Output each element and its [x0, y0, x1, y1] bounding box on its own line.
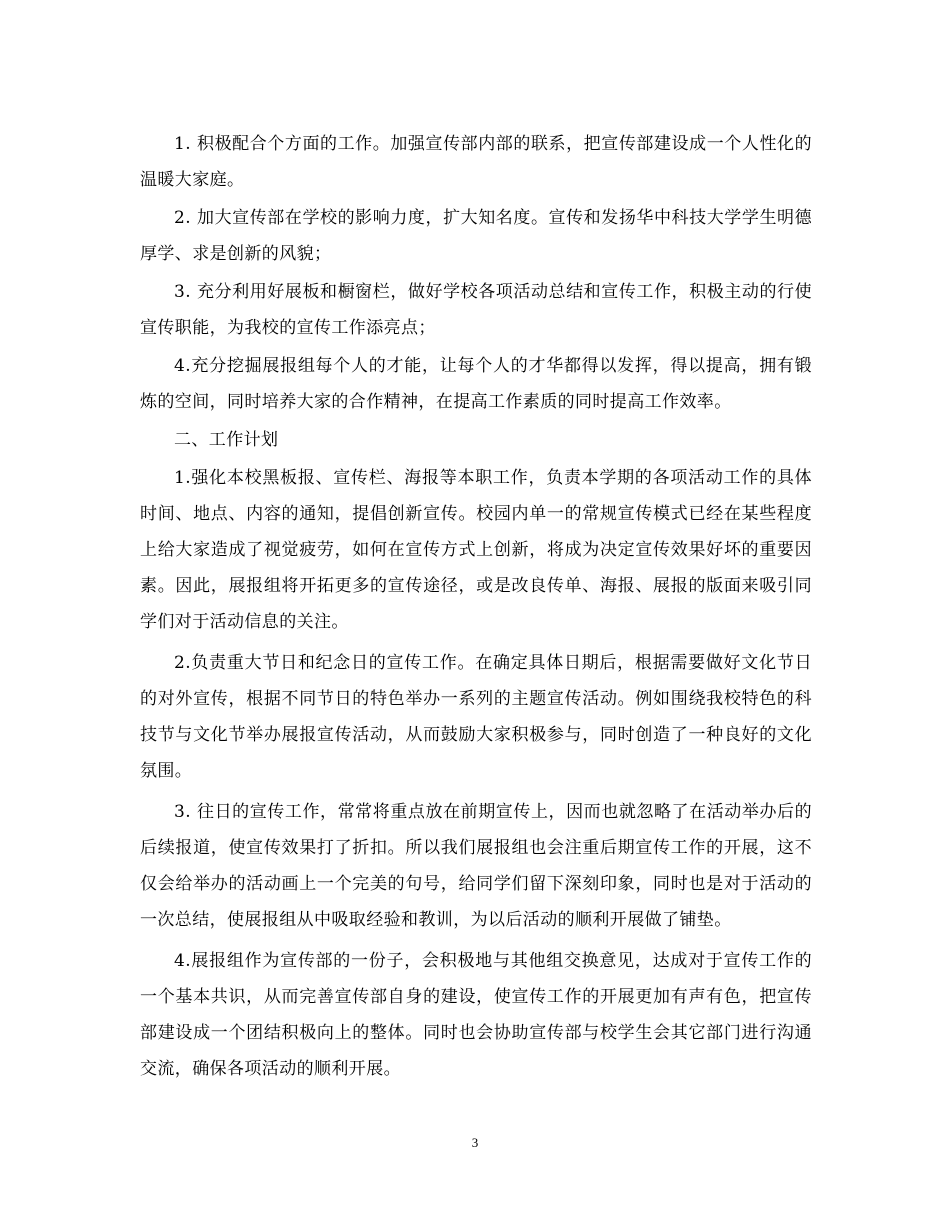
paragraph-goal-1: 1. 积极配合个方面的工作。加强宣传部内部的联系，把宣传部建设成一个人性化的温暖大家庭。 — [140, 134, 812, 190]
page-number: 3 — [471, 1135, 479, 1150]
paragraph-goal-2: 2. 加大宣传部在学校的影响力度，扩大知名度。宣传和发扬华中科技大学学生明德厚学、求是创新的风貌； — [140, 208, 812, 264]
document-body — [140, 126, 812, 1087]
paragraph-plan-3: 3. 往日的宣传工作，常常将重点放在前期宣传上，因而也就忽略了在活动举办后的后续报道，使宣传效果打了折扣。所以我们展报组也会注重后期宣传工作的开展，这不仅会给举办的活动画上一个完美的句号，给同学们留下深刻印象，同时也是对于活动的一次总结，使展报组从中吸取经验和教训，为以后活动的顺利开展做了铺垫。 — [140, 802, 812, 930]
paragraph-plan-1: 1.强化本校黑板报、宣传栏、海报等本职工作，负责本学期的各项活动工作的具体时间、地点、内容的通知，提倡创新宣传。校园内单一的常规宣传模式已经在某些程度上给大家造成了视觉疲劳，如何在宣传方式上创新，将成为决定宣传效果好坏的重要因素。因此，展报组将开拓更多的宣传途径，或是改良传单、海报、展报的版面来吸引同学们对于活动信息的关注。 — [140, 468, 812, 632]
paragraph-goal-3: 3. 充分利用好展板和橱窗栏，做好学校各项活动总结和宣传工作，积极主动的行使宣传职能，为我校的宣传工作添亮点； — [140, 282, 812, 338]
paragraph-goal-4: 4.充分挖掘展报组每个人的才能，让每个人的才华都得以发挥，得以提高，拥有锻炼的空间，同时培养大家的合作精神，在提高工作素质的同时提高工作效率。 — [140, 356, 812, 412]
paragraph-plan-2: 2.负责重大节日和纪念日的宣传工作。在确定具体日期后，根据需要做好文化节日的对外宣传，根据不同节日的特色举办一系列的主题宣传活动。例如围绕我校特色的科技节与文化节举办展报宣传活动，从而鼓励大家积极参与，同时创造了一种良好的文化氛围。 — [140, 653, 812, 781]
section-heading-work-plan: 二、工作计划 — [174, 430, 279, 450]
paragraph-plan-4: 4.展报组作为宣传部的一份子，会积极地与其他组交换意见，达成对于宣传工作的一个基本共识，从而完善宣传部自身的建设，使宣传工作的开展更加有声有色，把宣传部建设成一个团结积极向上的整体。同时也会协助宣传部与校学生会其它部门进行沟通交流，确保各项活动的顺利开展。 — [140, 951, 812, 1079]
